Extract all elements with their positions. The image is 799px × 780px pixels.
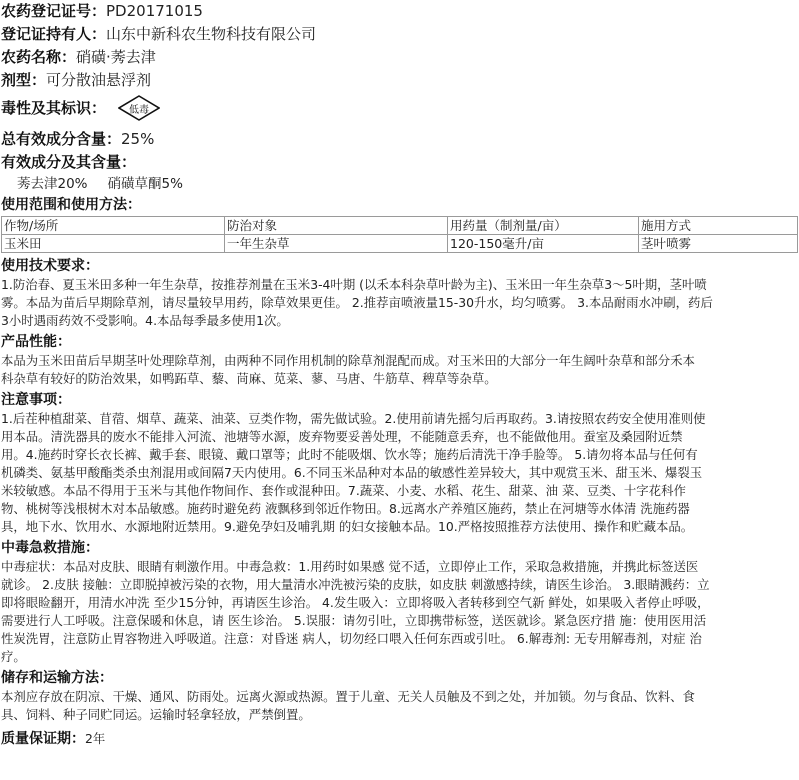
paragraph-line: 性炭洗胃，注意防止胃容物进入呼吸道。注意：对昏迷 病人，切勿经口喂入任何东西或引吐。 6.解毒剂: 无专用解毒剂，对症 治 xyxy=(1,631,702,646)
paragraph-line: 机磷类、氨基甲酸酯类杀虫剂混用或间隔7天内使用。6.不同玉米品种对本品的敏感性差异较大，其中观赏玉米、甜玉米、爆裂玉 xyxy=(1,465,703,480)
ingredients-row xyxy=(1,151,799,174)
total-content-row xyxy=(1,128,799,151)
registration-number: PD20171015 xyxy=(106,2,203,20)
usage-column-header: 防治对象 xyxy=(225,217,448,235)
ingredient-item: 莠去津20% xyxy=(17,176,88,192)
pesticide-name-row xyxy=(1,46,799,69)
registration-number-row xyxy=(1,0,799,23)
low-toxicity-diamond-icon xyxy=(118,95,160,121)
usage-cell: 一年生杂草 xyxy=(225,235,448,253)
toxicity-sign-text: 低毒 xyxy=(129,105,150,116)
usage-table-row xyxy=(2,235,798,253)
paragraph-line: 米较敏感。本品不得用于玉米与其他作物间作、套作或混种田。7.蔬菜、小麦、水稻、花生、甜菜、油 菜、豆类、十字花科作 xyxy=(1,483,686,498)
storage-transport-text xyxy=(1,688,799,724)
first-aid-text xyxy=(1,558,799,666)
toxicity-row xyxy=(1,92,799,124)
paragraph-line: 就诊。 2.皮肤 接触：立即脱掉被污染的衣物，用大量清水冲洗被污染的皮肤，如皮肤 刺激感持续，请医生诊治。 3.眼睛溅药：立 xyxy=(1,577,710,592)
shelf-life-label: 质量保证期： xyxy=(1,731,85,747)
ingredient-item: 硝磺草酮5% xyxy=(107,176,183,192)
technical-requirements-text xyxy=(1,276,799,330)
usage-cell: 茎叶喷雾 xyxy=(639,235,798,253)
usage-table-header xyxy=(2,217,798,235)
registration-holder-label: 登记证持有人： xyxy=(1,25,107,43)
paragraph-line: 本剂应存放在阴凉、干燥、通风、防雨处。远离火源或热源。置于儿童、无关人员触及不到之处，并加锁。勿与食品、饮料、食 xyxy=(1,689,695,704)
paragraph-line: 具，地下水、饮用水、水源地附近禁用。9.避免孕妇及哺乳期 的妇女接触本品。10.严格按照推荐方法使用、操作和贮藏本品。 xyxy=(1,519,694,534)
paragraph-line: 需要进行人工呼吸。注意保暖和休息，请 医生诊治。 5.误服：请勿引吐，立即携带标签，送医就诊。紧急医疗措 施：使用医用活 xyxy=(1,613,707,628)
paragraph-line: 3小时遇雨药效不受影响。4.本品每季最多使用1次。 xyxy=(1,313,289,328)
registration-holder: 山东中新科农生物科技有限公司 xyxy=(106,25,317,43)
first-aid-title: 中毒急救措施： xyxy=(1,540,99,556)
product-performance-title: 产品性能： xyxy=(1,334,71,350)
technical-requirements-title: 使用技术要求： xyxy=(1,258,99,274)
total-content: 25% xyxy=(121,130,155,148)
usage-section-title: 使用范围和使用方法： xyxy=(1,197,141,213)
ingredients-list xyxy=(1,174,799,194)
precautions-text xyxy=(1,410,799,536)
total-content-label: 总有效成分含量： xyxy=(1,130,122,148)
usage-column-header: 作物/场所 xyxy=(2,217,225,235)
paragraph-line: 即将眼睑翻开，用清水冲洗 至少15分钟，再请医生诊治。 4.发生吸入：立即将吸入者转移到空气新 鲜处，如果吸入者停止呼吸， xyxy=(1,595,710,610)
paragraph-line: 具、饲料、种子同贮同运。运输时轻拿轻放，严禁倒置。 xyxy=(1,707,311,722)
usage-cell: 120-150毫升/亩 xyxy=(448,235,639,253)
paragraph-line: 中毒症状：本品对皮肤、眼睛有刺激作用。中毒急救：1.用药时如果感 觉不适，立即停止工作，采取急救措施，并携此标签送医 xyxy=(1,559,699,574)
paragraph-line: 本品为玉米田苗后早期茎叶处理除草剂，由两种不同作用机制的除草剂混配而成。对玉米田的大部分一年生阔叶杂草和部分禾本 xyxy=(1,353,695,368)
shelf-life-value: 2年 xyxy=(85,731,106,746)
usage-column-header: 施用方式 xyxy=(639,217,798,235)
pesticide-name: 硝磺·莠去津 xyxy=(76,48,156,66)
toxicity-label: 毒性及其标识： xyxy=(1,99,107,117)
usage-cell: 玉米田 xyxy=(2,235,225,253)
usage-column-header: 用药量（制剂量/亩） xyxy=(448,217,639,235)
pesticide-name-label: 农药名称： xyxy=(1,48,77,66)
formulation-label: 剂型： xyxy=(1,71,47,89)
paragraph-line: 雾。本品为苗后早期除草剂，请尽量较早用药，除草效果更佳。 2.推荐亩喷液量15-30升水，均匀喷雾。 3.本品耐雨水冲刷，药后 xyxy=(1,295,713,310)
paragraph-line: 用。4.施药时穿长衣长裤、戴手套、眼镜、戴口罩等；此时不能吸烟、饮水等；施药后清洗干净手脸等。 5.请勿将本品与任何有 xyxy=(1,447,698,462)
usage-table xyxy=(1,216,798,253)
precautions-title: 注意事项： xyxy=(1,392,71,408)
paragraph-line: 物、桃树等浅根树木对本品敏感。施药时避免药 液飘移到邻近作物田。8.远离水产养殖区施药，禁止在河塘等水体清 洗施药器 xyxy=(1,501,690,516)
formulation-row xyxy=(1,69,799,92)
ingredients-label: 有效成分及其含量： xyxy=(1,153,137,171)
paragraph-line: 疗。 xyxy=(1,649,26,664)
paragraph-line: 用本品。清洗器具的废水不能排入河流、池塘等水源，废弃物要妥善处理，不能随意丢弃，也不能做他用。蚕室及桑园附近禁 xyxy=(1,429,683,444)
paragraph-line: 1.后茬种植甜菜、苜蓿、烟草、蔬菜、油菜、豆类作物，需先做试验。2.使用前请先摇匀后再取药。3.请按照农药安全使用准则使 xyxy=(1,411,706,426)
storage-transport-title: 储存和运输方法： xyxy=(1,670,113,686)
registration-number-label: 农药登记证号： xyxy=(1,2,107,20)
product-performance-text xyxy=(1,352,799,388)
paragraph-line: 1.防治春、夏玉米田多种一年生杂草，按推荐剂量在玉米3-4叶期 (以禾本科杂草叶龄为主)、玉米田一年生杂草3～5叶期，茎叶喷 xyxy=(1,277,707,292)
shelf-life-row xyxy=(1,728,799,749)
paragraph-line: 科杂草有较好的防治效果，如鸭跖草、藜、苘麻、苋菜、蓼、马唐、牛筋草、稗草等杂草。 xyxy=(1,371,497,386)
formulation: 可分散油悬浮剂 xyxy=(46,71,152,89)
registration-holder-row xyxy=(1,23,799,46)
